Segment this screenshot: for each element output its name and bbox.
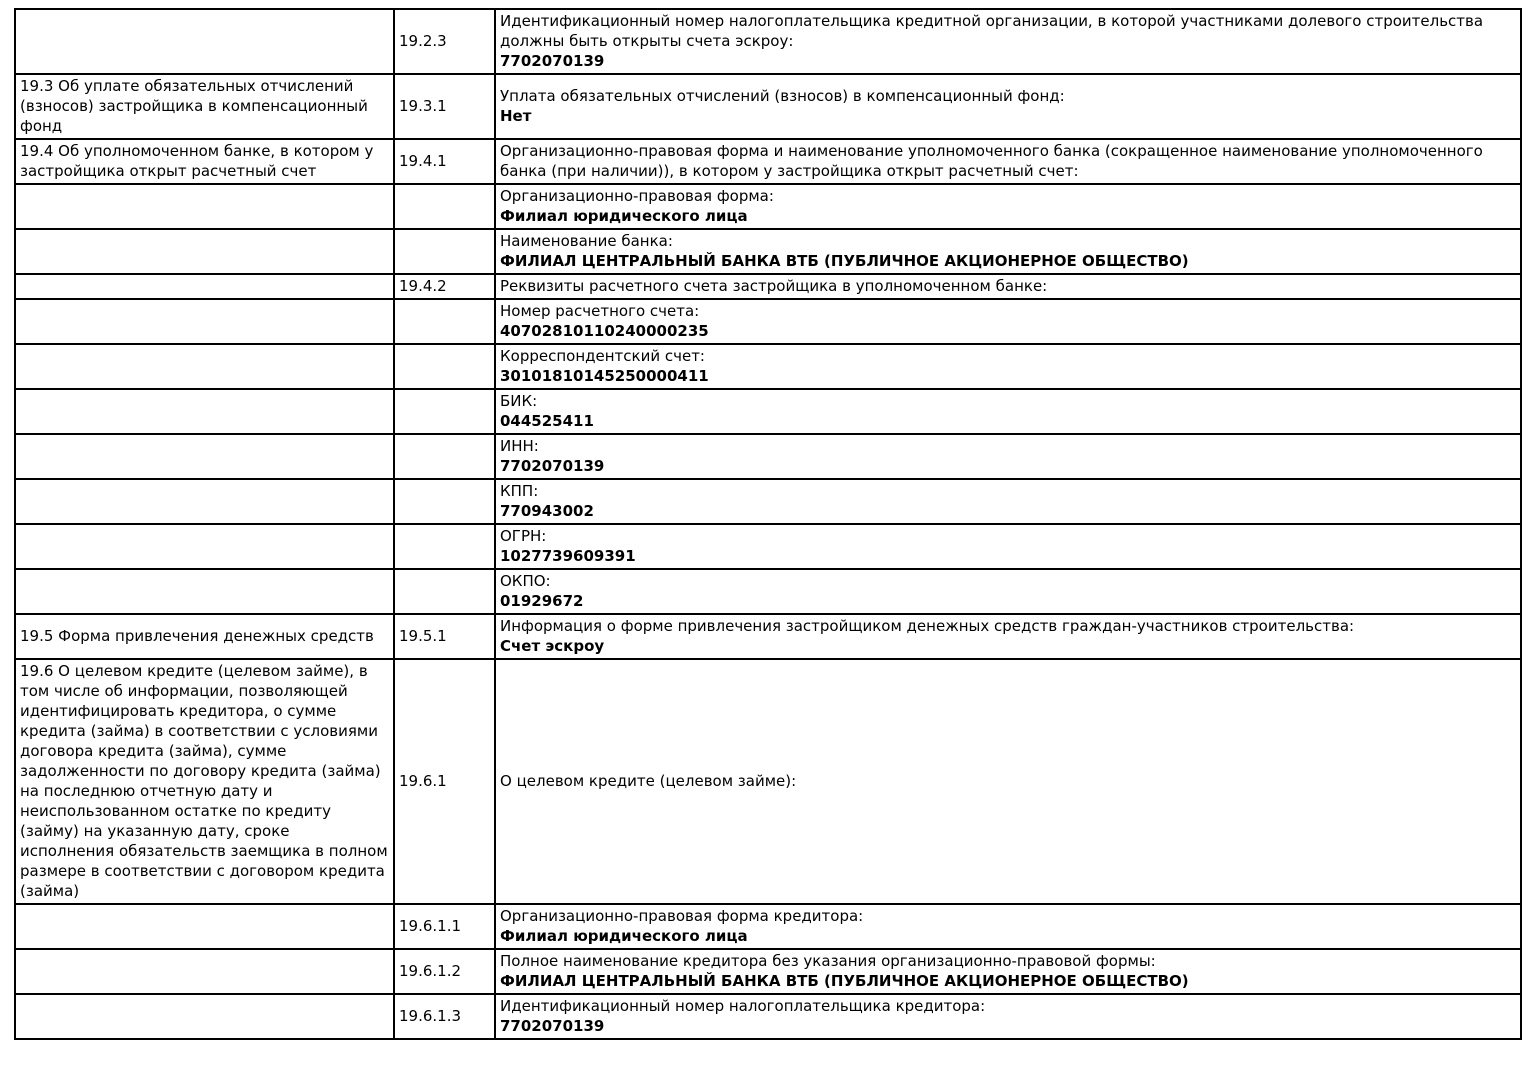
content-label: ИНН: [500, 437, 539, 455]
number-cell [394, 614, 495, 659]
table-row [15, 614, 1521, 659]
section-cell [15, 139, 394, 184]
number-cell [394, 229, 495, 274]
table-row [15, 479, 1521, 524]
content-value: ФИЛИАЛ ЦЕНТРАЛЬНЫЙ БАНКА ВТБ (ПУБЛИЧНОЕ АКЦИОНЕРНОЕ ОБЩЕСТВО) [500, 972, 1189, 990]
table-row [15, 389, 1521, 434]
section-text: 19.6 О целевом кредите (целевом займе), в том числе об информации, позволяющей идентифицировать кредитора, о сумме кредита (займа) в соответствии с условиями договора кредита (займа), сумме задолженности по договору кредита (займа) на последнюю отчетную дату и неиспользованном остатке по кредиту (займу) на указанную дату, сроке исполнения обязательств заемщика в полном размере в соответствии с договором кредита (займа) [20, 662, 388, 900]
table-row [15, 904, 1521, 949]
section-cell [15, 299, 394, 344]
section-cell [15, 994, 394, 1039]
content-label: О целевом кредите (целевом займе): [500, 772, 797, 790]
number-cell [394, 434, 495, 479]
content-label: ОКПО: [500, 572, 551, 590]
content-label: Организационно-правовая форма кредитора: [500, 907, 864, 925]
item-number: 19.6.1 [399, 772, 447, 790]
content-label: Идентификационный номер налогоплательщика кредитора: [500, 997, 986, 1015]
number-cell [394, 949, 495, 994]
content-label: Номер расчетного счета: [500, 302, 700, 320]
number-cell [394, 524, 495, 569]
section-cell [15, 229, 394, 274]
section-cell [15, 659, 394, 904]
item-number: 19.2.3 [399, 32, 447, 50]
number-cell [394, 479, 495, 524]
content-value: 770943002 [500, 502, 594, 520]
section-cell [15, 74, 394, 139]
section-cell [15, 389, 394, 434]
item-number: 19.4.1 [399, 152, 447, 170]
content-value: Филиал юридического лица [500, 207, 748, 225]
table-row [15, 139, 1521, 184]
table-row [15, 299, 1521, 344]
table-row [15, 74, 1521, 139]
content-value: ФИЛИАЛ ЦЕНТРАЛЬНЫЙ БАНКА ВТБ (ПУБЛИЧНОЕ АКЦИОНЕРНОЕ ОБЩЕСТВО) [500, 252, 1189, 270]
section-text: 19.5 Форма привлечения денежных средств [20, 627, 374, 645]
content-cell [495, 299, 1521, 344]
content-cell [495, 139, 1521, 184]
item-number: 19.6.1.2 [399, 962, 462, 980]
content-value: 7702070139 [500, 52, 605, 70]
content-label: Наименование банка: [500, 232, 673, 250]
number-cell [394, 994, 495, 1039]
content-cell [495, 659, 1521, 904]
content-cell [495, 9, 1521, 74]
number-cell [394, 184, 495, 229]
content-value: 044525411 [500, 412, 594, 430]
content-value: 1027739609391 [500, 547, 636, 565]
content-label: Организационно-правовая форма: [500, 187, 774, 205]
table-row [15, 569, 1521, 614]
section-cell [15, 904, 394, 949]
content-value: Счет эскроу [500, 637, 605, 655]
table-row [15, 229, 1521, 274]
section-cell [15, 569, 394, 614]
number-cell [394, 344, 495, 389]
content-label: Полное наименование кредитора без указания организационно-правовой формы: [500, 952, 1156, 970]
section-cell [15, 9, 394, 74]
number-cell [394, 389, 495, 434]
content-label: Организационно-правовая форма и наименование уполномоченного банка (сокращенное наименование уполномоченного банка (при наличии)), в котором у застройщика открыт расчетный счет: [500, 142, 1483, 180]
item-number: 19.3.1 [399, 97, 447, 115]
content-cell [495, 524, 1521, 569]
declaration-table [14, 8, 1522, 1040]
content-value: 40702810110240000235 [500, 322, 709, 340]
content-cell [495, 949, 1521, 994]
item-number: 19.6.1.3 [399, 1007, 462, 1025]
number-cell [394, 9, 495, 74]
content-label: Уплата обязательных отчислений (взносов) в компенсационный фонд: [500, 87, 1065, 105]
content-label: Корреспондентский счет: [500, 347, 705, 365]
number-cell [394, 904, 495, 949]
section-text: 19.4 Об уполномоченном банке, в котором у застройщика открыт расчетный счет [20, 142, 374, 180]
section-cell [15, 524, 394, 569]
table-row [15, 184, 1521, 229]
table-row [15, 994, 1521, 1039]
content-cell [495, 274, 1521, 299]
content-label: КПП: [500, 482, 539, 500]
section-cell [15, 479, 394, 524]
section-cell [15, 344, 394, 389]
content-value: Филиал юридического лица [500, 927, 748, 945]
content-value: 01929672 [500, 592, 584, 610]
content-cell [495, 389, 1521, 434]
content-cell [495, 994, 1521, 1039]
table-row [15, 274, 1521, 299]
number-cell [394, 274, 495, 299]
declaration-table-body [15, 9, 1521, 1039]
table-row [15, 524, 1521, 569]
section-cell [15, 184, 394, 229]
section-text: 19.3 Об уплате обязательных отчислений (взносов) застройщика в компенсационный фонд [20, 77, 368, 135]
content-cell [495, 569, 1521, 614]
section-cell [15, 949, 394, 994]
content-label: Информация о форме привлечения застройщиком денежных средств граждан-участников строительства: [500, 617, 1355, 635]
content-cell [495, 479, 1521, 524]
content-value: 7702070139 [500, 457, 605, 475]
table-row [15, 344, 1521, 389]
number-cell [394, 299, 495, 344]
content-cell [495, 434, 1521, 479]
content-cell [495, 344, 1521, 389]
content-label: Реквизиты расчетного счета застройщика в уполномоченном банке: [500, 277, 1048, 295]
content-label: Идентификационный номер налогоплательщика кредитной организации, в которой участниками долевого строительства должны быть открыты счета эскроу: [500, 12, 1484, 50]
table-row [15, 9, 1521, 74]
content-value: 7702070139 [500, 1017, 605, 1035]
content-cell [495, 614, 1521, 659]
content-value: Нет [500, 107, 532, 125]
table-row [15, 949, 1521, 994]
content-cell [495, 904, 1521, 949]
content-value: 30101810145250000411 [500, 367, 709, 385]
number-cell [394, 139, 495, 184]
content-cell [495, 229, 1521, 274]
number-cell [394, 569, 495, 614]
item-number: 19.5.1 [399, 627, 447, 645]
content-label: БИК: [500, 392, 538, 410]
table-row [15, 434, 1521, 479]
content-cell [495, 74, 1521, 139]
content-label: ОГРН: [500, 527, 547, 545]
section-cell [15, 274, 394, 299]
number-cell [394, 659, 495, 904]
number-cell [394, 74, 495, 139]
content-cell [495, 184, 1521, 229]
section-cell [15, 434, 394, 479]
section-cell [15, 614, 394, 659]
item-number: 19.4.2 [399, 277, 447, 295]
item-number: 19.6.1.1 [399, 917, 462, 935]
table-row [15, 659, 1521, 904]
